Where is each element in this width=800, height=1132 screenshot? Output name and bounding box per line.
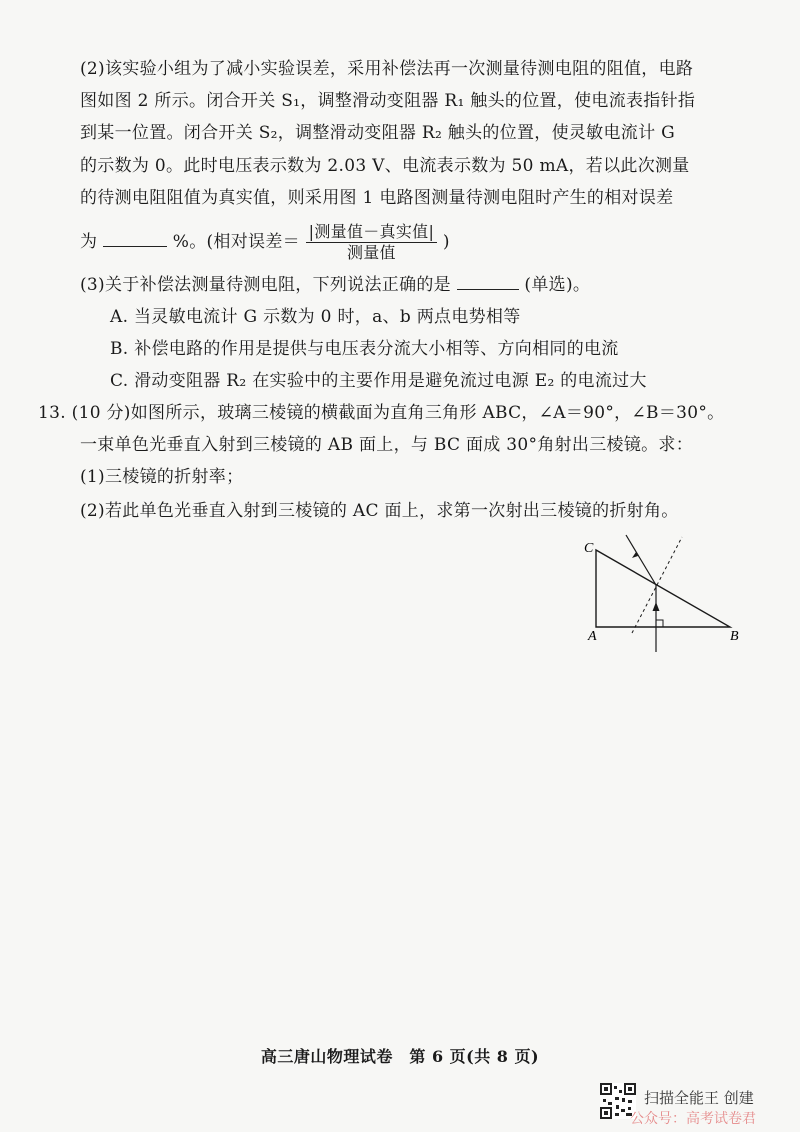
- q2-line-4: 的示数为 0。此时电压表示数为 2.03 V、电流表示数为 50 mA，若以此次测量: [80, 156, 690, 176]
- right-angle-mark: [656, 620, 663, 627]
- label-vertex-c: C: [584, 541, 594, 556]
- public-account-watermark: 公众号：高考试卷君: [630, 1111, 756, 1127]
- q13-line-2: 一束单色光垂直入射到三棱镜的 AB 面上，与 BC 面成 30°角射出三棱镜。求：: [80, 435, 694, 455]
- q3-stem-suffix: (单选)。: [524, 275, 591, 295]
- label-vertex-a: A: [588, 629, 597, 644]
- q2-line-5: 的待测电阻阻值为真实值，则采用图 1 电路图测量待测电阻时产生的相对误差: [80, 188, 674, 208]
- refracted-ray: [626, 535, 656, 585]
- q13-line-1: 13. (10 分)如图所示，玻璃三棱镜的横截面为直角三角形 ABC，∠A＝90°，∠B＝30°。: [38, 403, 725, 423]
- prism-diagram: [570, 530, 760, 660]
- fraction-numerator: |测量值－真实值|: [306, 222, 437, 243]
- label-vertex-b: B: [730, 629, 739, 644]
- q2-line-3: 到某一位置。闭合开关 S₂，调整滑动变阻器 R₂ 触头的位置，使灵敏电流计 G: [80, 123, 675, 143]
- q2-line-6-suffix: ): [442, 232, 450, 252]
- relative-error-fraction: [306, 222, 437, 263]
- q3-option-b: B. 补偿电路的作用是提供与电压表分流大小相等、方向相同的电流: [110, 339, 619, 359]
- fraction-denominator: 测量值: [346, 243, 396, 262]
- q2-line-1: (2)该实验小组为了减小实验误差，采用补偿法再一次测量待测电阻的阻值，电路: [80, 59, 694, 79]
- normal-line: [632, 537, 682, 633]
- page-footer: 高三唐山物理试卷 第 6 页(共 8 页): [260, 1047, 540, 1066]
- q2-line-6-middle: %。(相对误差＝: [172, 232, 300, 252]
- q3-option-c: C. 滑动变阻器 R₂ 在实验中的主要作用是避免流过电源 E₂ 的电流过大: [110, 371, 647, 391]
- answer-blank-q3[interactable]: [457, 273, 519, 290]
- q3-stem: [80, 273, 590, 296]
- q2-line-6-prefix: 为: [80, 232, 98, 252]
- q3-option-a: A. 当灵敏电流计 G 示数为 0 时，a、b 两点电势相等: [110, 307, 521, 327]
- q2-line-2: 图如图 2 所示。闭合开关 S₁，调整滑动变阻器 R₁ 触头的位置，使电流表指针指: [80, 91, 696, 111]
- q13-part-1: (1)三棱镜的折射率；: [80, 467, 244, 487]
- q3-stem-text: (3)关于补偿法测量待测电阻，下列说法正确的是: [80, 275, 451, 295]
- incident-ray-arrow: [653, 602, 660, 611]
- q13-part-2: (2)若此单色光垂直入射到三棱镜的 AC 面上，求第一次射出三棱镜的折射角。: [80, 501, 679, 521]
- q2-line-6: [80, 222, 450, 263]
- scanner-watermark: 扫描全能王 创建: [644, 1089, 754, 1107]
- prism-triangle: [596, 550, 730, 627]
- answer-blank-relative-error[interactable]: [103, 230, 167, 247]
